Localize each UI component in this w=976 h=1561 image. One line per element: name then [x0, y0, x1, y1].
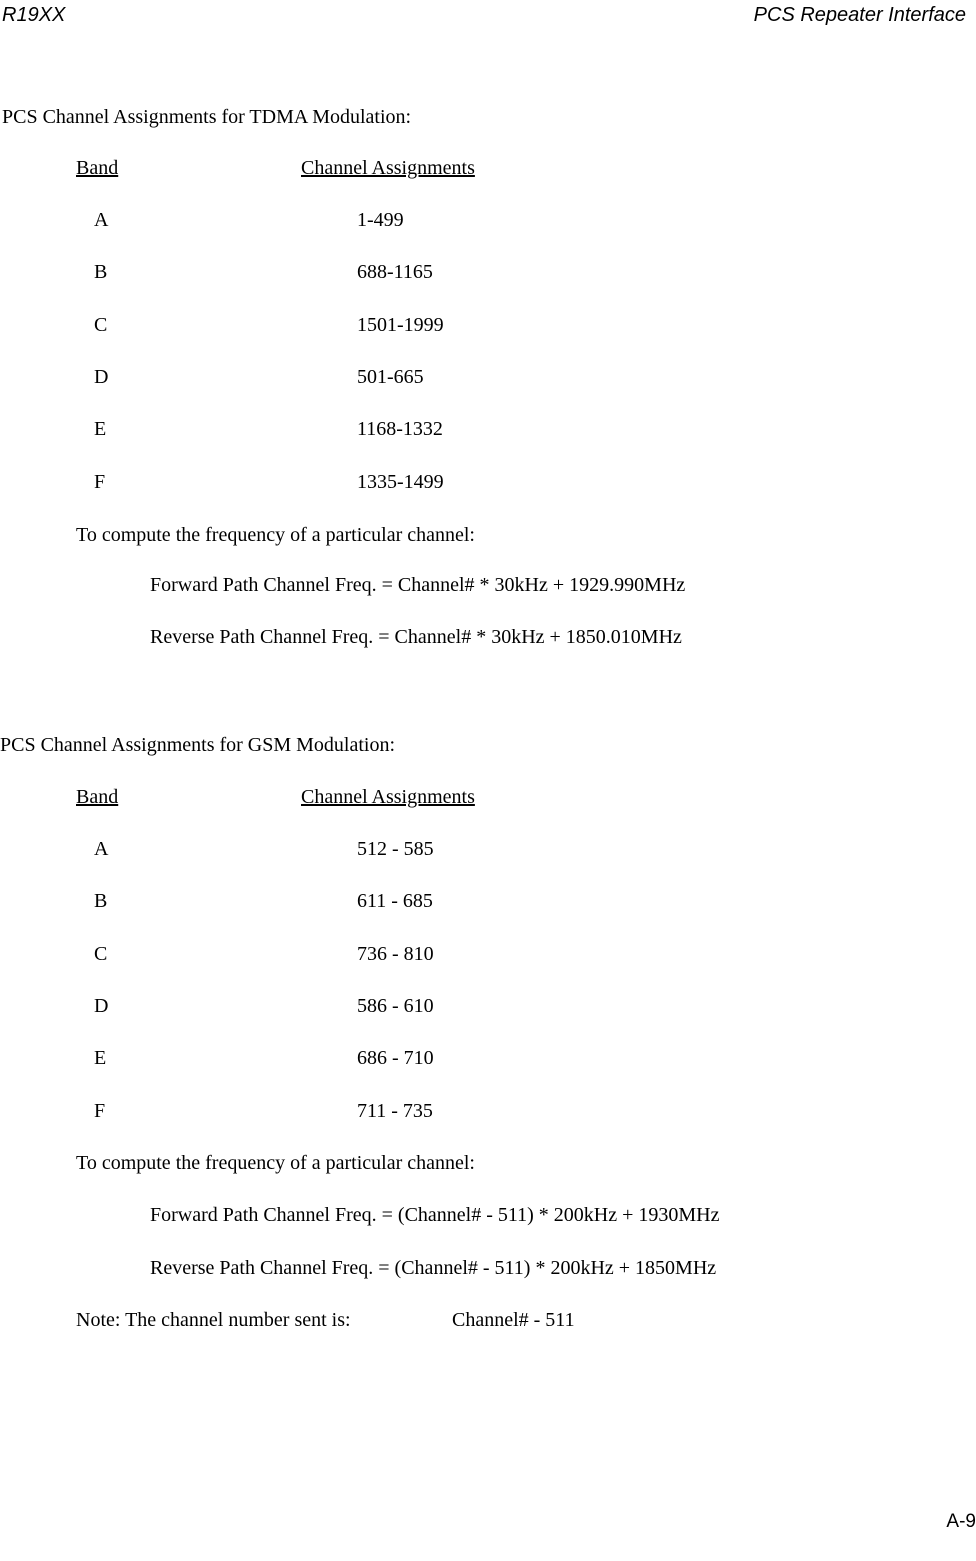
- tdma-row-channels: 1-499: [357, 209, 404, 231]
- tdma-row-channels: 1335-1499: [357, 470, 444, 493]
- gsm-compute: To compute the frequency of a particular channel:: [76, 1152, 475, 1174]
- gsm-row-channels: 611 - 685: [357, 890, 433, 913]
- gsm-row-band: C: [94, 942, 108, 965]
- gsm-row-band: E: [94, 1047, 107, 1070]
- tdma-forward-formula: Forward Path Channel Freq. = Channel# * 30kHz + 1929.990MHz: [150, 574, 686, 596]
- gsm-row-channels: 686 - 710: [357, 1047, 434, 1070]
- gsm-reverse-formula: Reverse Path Channel Freq. = (Channel# - 511) * 200kHz + 1850MHz: [150, 1257, 717, 1279]
- gsm-forward-formula: Forward Path Channel Freq. = (Channel# - 511) * 200kHz + 1930MHz: [150, 1204, 720, 1226]
- gsm-row-band: D: [94, 994, 109, 1017]
- gsm-note-label: Note: The channel number sent is:: [76, 1309, 351, 1331]
- tdma-reverse-formula: Reverse Path Channel Freq. = Channel# * 30kHz + 1850.010MHz: [150, 626, 682, 648]
- tdma-col-channels: Channel Assignments: [301, 157, 475, 179]
- tdma-title: PCS Channel Assignments for TDMA Modulation:: [2, 106, 412, 128]
- tdma-row-channels: 1501-1999: [357, 313, 444, 336]
- page-number: A-9: [946, 1511, 976, 1532]
- tdma-row-channels: 501-665: [357, 365, 424, 388]
- gsm-note-value: Channel# - 511: [452, 1309, 575, 1331]
- tdma-row-band: A: [94, 209, 109, 231]
- tdma-row-band: C: [94, 313, 108, 336]
- tdma-row-band: B: [94, 261, 108, 284]
- tdma-row-band: E: [94, 418, 107, 441]
- tdma-row-channels: 688-1165: [357, 261, 433, 284]
- tdma-row-channels: 1168-1332: [357, 418, 443, 441]
- gsm-row-channels: 736 - 810: [357, 942, 434, 965]
- tdma-row-band: F: [94, 470, 106, 493]
- header-right: PCS Repeater Interface: [753, 4, 966, 26]
- tdma-row-band: D: [94, 365, 109, 388]
- gsm-col-channels: Channel Assignments: [301, 786, 475, 808]
- gsm-row-channels: 512 - 585: [357, 838, 434, 860]
- gsm-row-channels: 586 - 610: [357, 994, 434, 1017]
- gsm-col-band: Band: [76, 786, 119, 808]
- gsm-row-band: B: [94, 890, 108, 913]
- header-left: R19XX: [2, 4, 66, 26]
- gsm-title: PCS Channel Assignments for GSM Modulation:: [0, 734, 396, 756]
- gsm-row-band: A: [94, 838, 109, 860]
- tdma-compute: To compute the frequency of a particular channel:: [76, 524, 475, 546]
- gsm-row-channels: 711 - 735: [357, 1099, 433, 1122]
- tdma-col-band: Band: [76, 157, 119, 179]
- gsm-row-band: F: [94, 1099, 106, 1122]
